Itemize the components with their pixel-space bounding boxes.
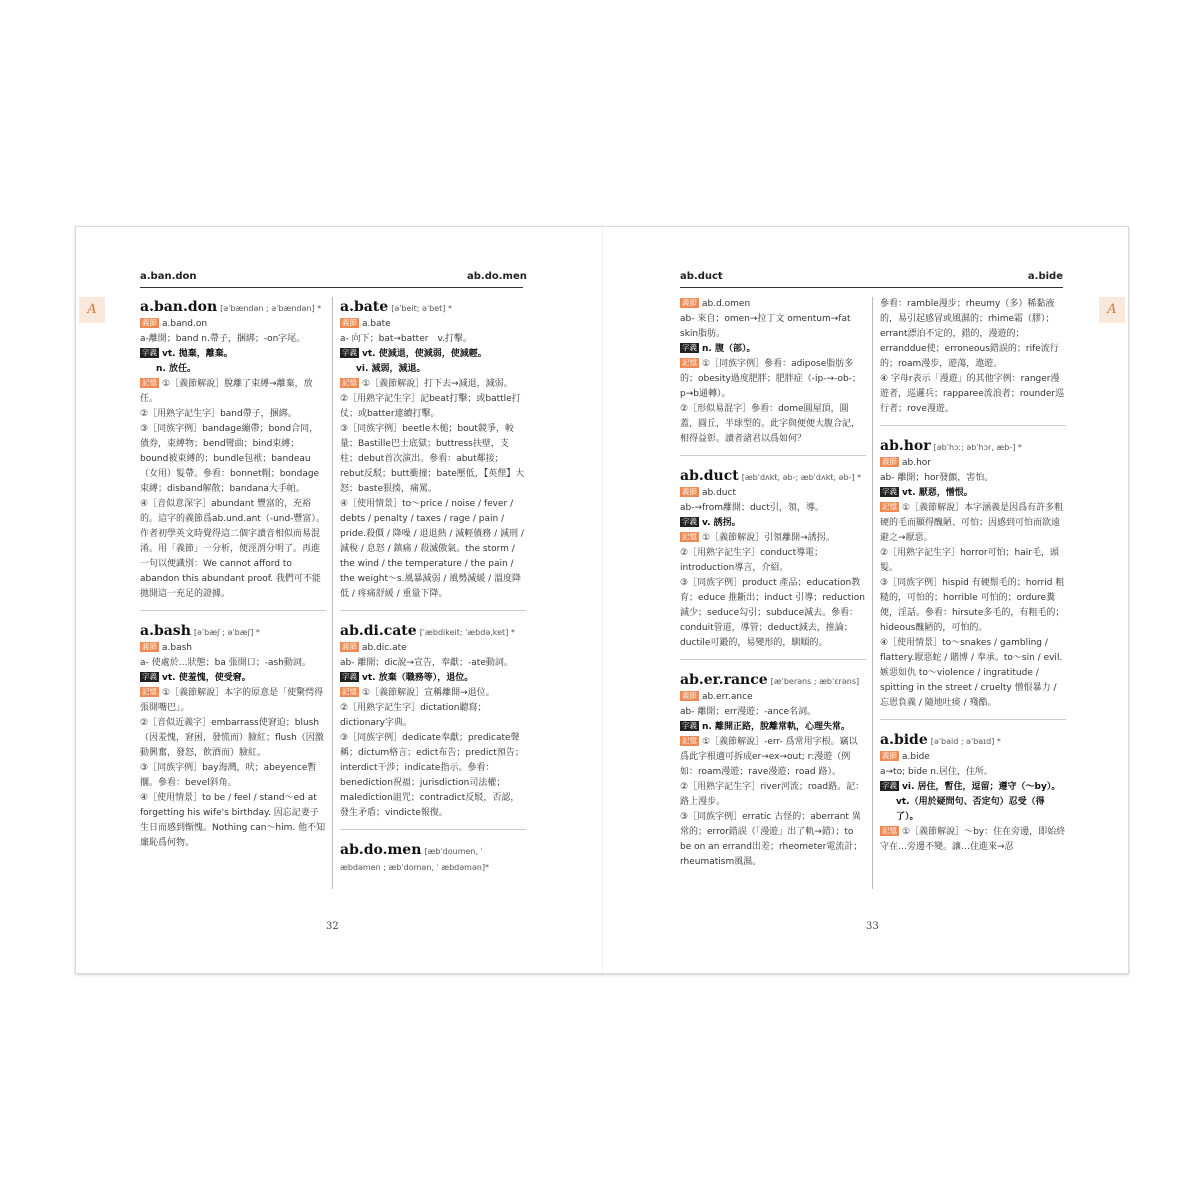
entry-line: [880, 486, 1066, 501]
entry-text: ②［用熟字記生字］river河流；road路。記：路上漫步。: [680, 782, 865, 807]
entry-separator: [880, 719, 1066, 720]
entry-text: vi. 減弱，減退。: [356, 364, 426, 374]
section-label-badge: 字義: [682, 343, 697, 352]
thumb-index-tab: A: [79, 297, 105, 323]
entry-text: a.band.on: [162, 319, 208, 329]
entry-text: a-離開；band n.帶子，捆綁；-on字尾。: [140, 334, 306, 344]
entry-text: ①［同族字例］參看：adipose脂肪多的；obesity過度肥胖；肥胖症（-ip-→-ob-；p→b通轉）。: [680, 359, 861, 399]
pronunciation: [əˈbændən ; əˈbændən] *: [220, 304, 322, 313]
section-label-badge: 字義: [882, 487, 897, 496]
entry-text: ab.err.ance: [702, 692, 753, 702]
running-head-left: ab.duct: [680, 271, 723, 282]
entry-line: [880, 456, 1066, 471]
entry-text: vt. 放棄（職務等），退位。: [362, 673, 474, 683]
entry-text: ②［音似近義字］embarrass使窘迫；blush（因羞愧，窘困，發慌而）臉紅；flush（因激動興奮，發怒，飲酒而）臉紅。: [140, 718, 324, 758]
section-label-badge: 義節: [682, 298, 697, 307]
section-label-badge: 義節: [882, 457, 897, 466]
page-number: 32: [326, 921, 339, 932]
entry-line: [340, 377, 526, 392]
section-label-badge: 義節: [342, 642, 357, 651]
entry-text: a.bide: [902, 752, 930, 762]
running-head-right: ab.do.men: [467, 271, 527, 282]
entry-line: [680, 297, 866, 312]
entry-headword-line: [680, 466, 866, 486]
section-label-badge: 記憶: [342, 687, 357, 696]
entry-line: [680, 576, 866, 651]
entry-headword-line: [340, 621, 526, 641]
entry-headword-line: [340, 297, 526, 317]
headword: ab.hor: [880, 438, 931, 454]
entry-column: [880, 297, 1066, 859]
section-label-badge: 字義: [682, 517, 697, 526]
section-label-badge: 記憶: [882, 502, 897, 511]
entry-line: [680, 705, 866, 720]
dictionary-entry: [140, 621, 326, 851]
headword: ab.do.men: [340, 842, 422, 858]
entry-line: [140, 716, 326, 761]
entry-text: ab- 離開；err漫遊；-ance名詞。: [680, 707, 817, 717]
pronunciation: [ˈæbdikeit; ˈæbdə,ket] *: [419, 628, 515, 637]
entry-line: [880, 471, 1066, 486]
entry-line: [680, 357, 866, 402]
entry-separator: [880, 425, 1066, 426]
entry-text: ①［義節解說］本字的原意是「使驚愕得張開嘴巴」。: [140, 688, 324, 713]
entry-line: [140, 347, 326, 362]
entry-line: [140, 761, 326, 791]
pronunciation: [əbˈhɔː; əbˈhɔr, æb-] *: [933, 443, 1022, 452]
entry-text: ①［義節解說］本字涵義是因爲有許多粗硬的毛而顯得醜陋、可怕；因感到可怕而欲遠避之→厭惡。: [880, 503, 1064, 543]
entry-line: [340, 671, 526, 686]
entry-line: [880, 576, 1066, 636]
entry-separator: [140, 610, 326, 611]
entry-text: ④［使用情景］to be / feel / stand～ed at forgetting his wife's birthday. 因忘記妻子生日而感到惭愧。Nothing can～him. 他不知廉恥爲何物。: [140, 793, 326, 848]
section-label-badge: 字義: [882, 781, 897, 790]
dictionary-entry: [680, 297, 866, 447]
entry-text: ab.hor: [902, 458, 931, 468]
section-label-badge: 字義: [682, 721, 697, 730]
headword: a.ban.don: [140, 299, 218, 315]
right-page: [602, 227, 1128, 973]
entry-text: ③［同族字例］beetle木槌；bout競爭，較量；Bastille巴士底獄；buttress扶壁，支柱；debut首次演出。參看：abut鄰接；rebut反駁；butt衝撞；bate壓低，【英俚】大怒；baste狠揍，痛罵。: [340, 424, 525, 494]
entry-text: ab.dic.ate: [362, 643, 407, 653]
entry-line: [140, 641, 326, 656]
entry-text: vt. 厭惡，憎恨。: [902, 488, 973, 498]
entry-line: [680, 780, 866, 810]
entry-text: vt.（用於疑問句、否定句）忍受（得了）。: [896, 797, 1045, 822]
header-rule: [680, 287, 1063, 288]
entry-text: vt. 使減退，使減弱，使減輕。: [362, 349, 487, 359]
section-label-badge: 字義: [142, 348, 157, 357]
pronunciation: [əˈbeit; əˈbet] *: [391, 304, 452, 313]
column-divider: [872, 297, 873, 889]
entry-text: ②［形似易混字］參看：dome圓屋頂，圓蓋，圓丘，半球型的。此字與便便大腹合記，相得益彰。讀者諸君以爲如何？: [680, 404, 861, 444]
entry-text: ③［同族字例］product 產品；education教育；educe 推斷出；induct 引導；reduction減少；seduce勾引；subduce減去。參看：conduit管道，導管；deduct減去，推論；ductile可鍛的，易變形的，馴順的。: [680, 578, 865, 648]
entry-line: [680, 486, 866, 501]
entry-line: [340, 701, 526, 731]
header-rule: [140, 287, 523, 288]
entry-line: [140, 317, 326, 332]
entry-line: [880, 780, 1066, 795]
entry-separator: [340, 610, 526, 611]
entry-text: ab- 來自；omen→拉丁文 omentum→fat skin脂肪。: [680, 314, 851, 339]
headword: a.bash: [140, 623, 191, 639]
pronunciation: [æbˈdoumen, ˈ æbdəmen ; æbˈdomən, ˈ æbdəmən]*: [340, 847, 490, 872]
page-number: 33: [866, 921, 879, 932]
entry-text: vt. 使羞愧，使受窘。: [162, 673, 251, 683]
entry-text: n. 腹（部）。: [702, 344, 756, 354]
entry-text: ②［用熟字記生字］conduct導電；introduction導言，介紹。: [680, 548, 824, 573]
entry-line: [340, 332, 526, 347]
entry-line: [140, 497, 326, 602]
entry-line: [140, 656, 326, 671]
entry-line: [680, 735, 866, 780]
entry-text: ①［義節解說］脫離了束縛→離棄，放任。: [140, 379, 313, 404]
entry-line: [340, 422, 526, 497]
section-label-badge: 義節: [342, 318, 357, 327]
entry-line: [140, 407, 326, 422]
entry-line: [680, 516, 866, 531]
entry-text: ab- 離開；hor發顫，害怕。: [880, 473, 994, 483]
entry-text: ②［用熟字記生字］dictation聽寫；dictionary字典。: [340, 703, 487, 728]
entry-column: [340, 297, 526, 880]
entry-separator: [680, 659, 866, 660]
entry-line: [340, 317, 526, 332]
entry-text: ab- 離開；dic說→宣告，奉獻；-ate動詞。: [340, 658, 513, 668]
headword: a.bide: [880, 732, 928, 748]
section-label-badge: 字義: [342, 672, 357, 681]
entry-text: ④［使用情景］to～snakes / gambling / flattery.厭惡蛇 / 賭博 / 奉承。to～sin / evil.嫉惡如仇 to～violence / ingratitude / spitting in the street / cruelty 憎恨暴力 / 忘恩負義 / 隨地吐痰 / 殘酷。: [880, 638, 1063, 708]
entry-line: [680, 312, 866, 342]
entry-text: ab-→from離開；duct引，領，導。: [680, 503, 824, 513]
entry-line: [340, 392, 526, 422]
entry-line: [880, 501, 1066, 546]
entry-line: [680, 402, 866, 447]
entry-line: [140, 422, 326, 497]
entry-text: ④［使用情景］to～price / noise / fever / debts / penalty / taxes / rage / pain / pride.殺價 / 降噪 / 退退熱 / 減輕債務 / 減刑 / 減稅 / 息怒 / 鎮痛 / 殺滅傲氣。the storm / the wind / the temperature / the pain / the weight～s.風暴減弱 / 風勢減緩 / 溫度降低 / 疼痛舒緩 / 重量下降。: [340, 499, 524, 599]
entry-line: [140, 332, 326, 347]
pronunciation: [əˈbæʃ ; əˈbæʃ] *: [193, 628, 260, 637]
entry-line: [680, 342, 866, 357]
entry-line: [340, 641, 526, 656]
entry-line: [680, 720, 866, 735]
entry-separator: [340, 829, 526, 830]
headword: ab.er.rance: [680, 672, 768, 688]
headword: ab.duct: [680, 468, 739, 484]
entry-text: a→to; bide n.居住，住所。: [880, 767, 993, 777]
entry-line: [680, 810, 866, 870]
entry-text: ③［同族字例］bandage繃帶；bond合同，債券，束縛物；bend彎曲；bind束縛；bound被束縛的；bundle包袱；bandeau（女用）髮帶。參看：bonnet帽；bondage束縛；disband解散；bandana大手帕。: [140, 424, 320, 494]
section-label-badge: 記憶: [142, 378, 157, 387]
entry-line: [340, 497, 526, 602]
left-page: [76, 227, 602, 973]
entry-text: ①［義節解說］引領離開→誘拐。: [702, 533, 835, 543]
section-label-badge: 字義: [342, 348, 357, 357]
entry-text: vt. 拋棄，離棄。: [162, 349, 233, 359]
entry-line: [880, 636, 1066, 711]
entry-text: 參看：ramble漫步；rheumy（多）稀黏液的，易引起感冒或風濕的；rhime霜（膠）；errant漂泊不定的，錯的，漫遊的；erranddue使；erroneous錯誤的；rife流行的；roam漫步，遊蕩，遨遊。: [880, 299, 1059, 369]
entry-line: [680, 531, 866, 546]
dictionary-entry: [140, 297, 326, 602]
entry-text: n. 離開正路，脫離常軌，心理失常。: [702, 722, 850, 732]
entry-column: [680, 297, 866, 874]
section-label-badge: 記憶: [682, 358, 697, 367]
column-divider: [332, 297, 333, 889]
section-label-badge: 義節: [882, 751, 897, 760]
dictionary-entry: [680, 670, 866, 870]
running-head-left: a.ban.don: [140, 271, 197, 282]
entry-column: [140, 297, 326, 855]
entry-text: ②［用熟字記生字］記beat打擊；或battle打仗；或batter連續打擊。: [340, 394, 521, 419]
pronunciation: [əˈbaid ; əˈbaɪd] *: [930, 737, 1001, 746]
entry-headword-line: [680, 670, 866, 690]
pronunciation: [æbˈdʌkt, əb-; æbˈdʌkt, əb-] *: [741, 473, 862, 482]
dictionary-entry: [340, 840, 526, 876]
entry-text: a- 向下；bat→batter v.打擊。: [340, 334, 472, 344]
section-label-badge: 記憶: [342, 378, 357, 387]
entry-text: vi. 居住，暫住，逗留；遵守（～by）。: [902, 782, 1061, 792]
entry-separator: [680, 455, 866, 456]
entry-headword-line: [140, 297, 326, 317]
entry-line: [140, 791, 326, 851]
entry-text: ④ 字母r表示「漫遊」的其他字例：ranger漫遊者，巡邏兵；rapparee流浪者；rounder巡行者；rove漫遊。: [880, 374, 1065, 414]
thumb-index-tab: A: [1099, 297, 1125, 323]
section-label-badge: 記憶: [142, 687, 157, 696]
book-spread: [75, 226, 1129, 974]
entry-text: ①［義節解說］-err- 爲常用字根。竊以爲此字根適可拆成er→ex→out; r:漫遊（例如：roam漫遊；rave漫遊；road 路）。: [680, 737, 858, 777]
headword: ab.di.cate: [340, 623, 417, 639]
entry-line: [880, 546, 1066, 576]
entry-text: ②［用熟字記生字］band帶子，捆綁。: [140, 409, 297, 419]
entry-headword-line: [880, 436, 1066, 456]
entry-text: ab.d.omen: [702, 299, 751, 309]
entry-headword-line: [880, 730, 1066, 750]
entry-text: n. 放任。: [156, 364, 196, 374]
entry-headword-line: [340, 840, 526, 876]
dictionary-entry: [340, 297, 526, 602]
section-label-badge: 記憶: [682, 532, 697, 541]
entry-text: a- 使處於…狀態；ba 張開口；-ash動詞。: [140, 658, 311, 668]
entry-text: ①［義節解說］～by：住在旁邊，即始終守在…旁邊不變。讓…住進來→忍: [880, 827, 1066, 852]
section-label-badge: 義節: [142, 318, 157, 327]
dictionary-entry: [880, 730, 1066, 855]
entry-line: [140, 377, 326, 407]
headword: a.bate: [340, 299, 389, 315]
entry-line: [880, 765, 1066, 780]
entry-headword-line: [140, 621, 326, 641]
dictionary-entry: [880, 436, 1066, 711]
entry-text: ①［義節解說］打下去→減退，減弱。: [362, 379, 513, 389]
entry-line: [340, 731, 526, 821]
entry-text: ①［義節解說］宣稱離開→退位。: [362, 688, 495, 698]
entry-text: a.bate: [362, 319, 391, 329]
pronunciation: [æˈberəns ; æbˈɛrəns]: [770, 677, 860, 686]
entry-line: [340, 347, 526, 362]
entry-line: [680, 546, 866, 576]
section-label-badge: 義節: [682, 487, 697, 496]
section-label-badge: 義節: [682, 691, 697, 700]
entry-text: a.bash: [162, 643, 192, 653]
dictionary-entry: [880, 297, 1066, 417]
entry-line: [880, 297, 1066, 372]
entry-line: [340, 686, 526, 701]
entry-line: [880, 750, 1066, 765]
entry-line: [680, 690, 866, 705]
entry-line: [340, 656, 526, 671]
entry-text: ab.duct: [702, 488, 736, 498]
section-label-badge: 義節: [142, 642, 157, 651]
entry-line: [140, 362, 326, 377]
entry-text: ③［同族字例］bay海灣，吠；abeyence暫擱。參看：bevel斜角。: [140, 763, 317, 788]
entry-text: ④［音似意深字］abundant 豐富的，充裕的。這字的義節爲ab.und.ant（-und-豐富）。作者初學英文時覺得這二個字讀音相似而易混淆。用「義節」一分析，便涇渭分明了。再進一句以便識別：We cannot afford to abandon this abundant proof. 我們可不能拋開這一充足的證據。: [140, 499, 325, 599]
section-label-badge: 記憶: [882, 826, 897, 835]
running-head-right: a.bide: [1027, 271, 1063, 282]
entry-line: [140, 671, 326, 686]
entry-line: [680, 501, 866, 516]
dictionary-entry: [340, 621, 526, 821]
entry-text: ③［同族字例］dedicate奉獻；predicate聲稱；dictum格言；edict布告；predict預告；interdict干涉；indicate指示。參看：benediction祝福；jurisdiction司法權；malediction詛咒；contradict反駁，否認，發生矛盾；vindicte報復。: [340, 733, 524, 818]
dictionary-entry: [680, 466, 866, 651]
entry-line: [140, 686, 326, 716]
entry-line: [880, 825, 1066, 855]
section-label-badge: 記憶: [682, 736, 697, 745]
section-label-badge: 字義: [142, 672, 157, 681]
entry-text: v. 誘拐。: [702, 518, 741, 528]
entry-text: ③［同族字例］hispid 有硬鬃毛的；horrid 粗糙的，可怕的；horrible 可怕的；ordure糞便，淫話。參看：hirsute多毛的，有粗毛的；hideous醜陋的，可怕的。: [880, 578, 1065, 633]
entry-text: ②［用熟字記生字］horror可怕；hair毛，頭髮。: [880, 548, 1059, 573]
entry-line: [880, 372, 1066, 417]
entry-line: [880, 795, 1066, 825]
entry-line: [340, 362, 526, 377]
entry-text: ③［同族字例］erratic 古怪的；aberrant 異常的；error錯誤（「漫遊」出了軌→錯）；to be on an errand出差；rheometer電流計；rheumatism風濕。: [680, 812, 863, 867]
